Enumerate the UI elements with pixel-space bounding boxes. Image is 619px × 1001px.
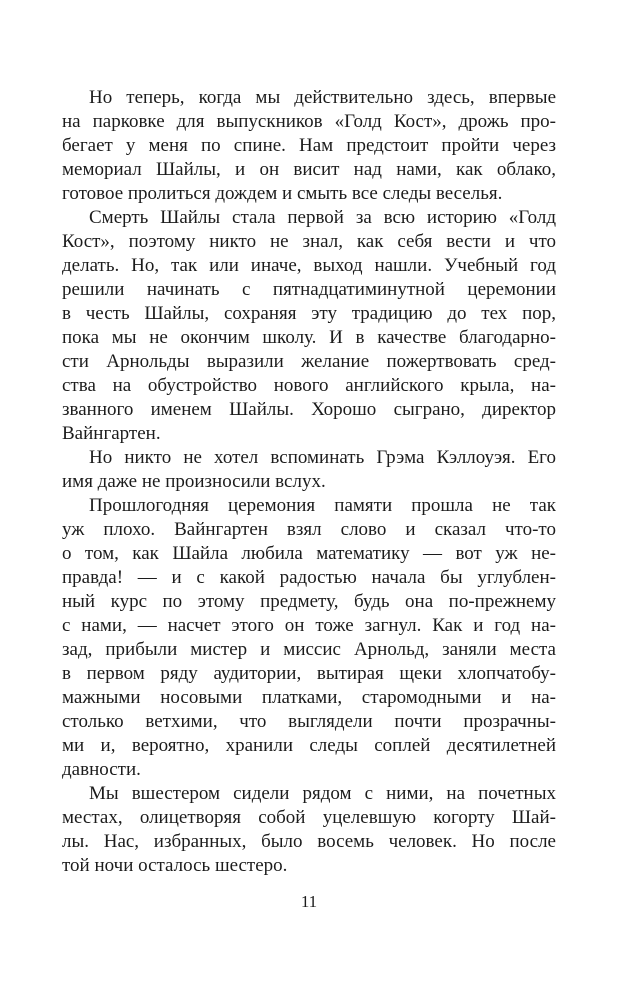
- text-line: званного именем Шайлы. Хорошо сыграно, директор: [62, 399, 556, 420]
- text-line: сти Арнольды выразили желание пожертвовать сред-: [62, 351, 556, 372]
- text-line: уж плохо. Вайнгартен взял слово и сказал что-то: [62, 519, 556, 540]
- text-line: в честь Шайлы, сохраняя эту традицию до тех пор,: [62, 303, 556, 324]
- text-line: Но теперь, когда мы действительно здесь, впервые: [89, 87, 556, 108]
- page-number: 11: [300, 892, 318, 911]
- text-line: решили начинать с пятнадцатиминутной церемонии: [62, 279, 556, 300]
- text-line: мажными носовыми платками, старомодными и на-: [62, 687, 556, 708]
- text-line: правда! — и с какой радостью начала бы углублен-: [62, 567, 556, 588]
- text-line: имя даже не произносили вслух.: [62, 471, 326, 492]
- body-text: [62, 86, 556, 878]
- text-line: готовое пролиться дождем и смыть все следы веселья.: [62, 183, 503, 204]
- text-line: Но никто не хотел вспоминать Грэма Кэллоуэя. Его: [89, 447, 556, 468]
- text-line: пока мы не окончим школу. И в качестве благодарно-: [62, 327, 556, 348]
- text-line: лы. Нас, избранных, было восемь человек. Но после: [62, 831, 556, 852]
- text-line: Мы вшестером сидели рядом с ними, на почетных: [89, 783, 556, 804]
- text-line: столько ветхими, что выглядели почти прозрачны-: [62, 711, 556, 732]
- text-line: зад, прибыли мистер и миссис Арнольд, заняли места: [62, 639, 556, 660]
- text-line: делать. Но, так или иначе, выход нашли. Учебный год: [62, 255, 556, 276]
- text-line: с нами, — насчет этого он тоже загнул. Как и год на-: [62, 615, 556, 636]
- text-line: Вайнгартен.: [62, 423, 161, 444]
- text-line: о том, как Шайла любила математику — вот уж не-: [62, 543, 556, 564]
- text-line: мемориал Шайлы, и он висит над нами, как облако,: [62, 159, 556, 180]
- text-line: той ночи осталось шестеро.: [62, 855, 288, 876]
- paragraph: [62, 86, 556, 206]
- text-line: Прошлогодняя церемония памяти прошла не так: [89, 495, 556, 516]
- paragraph: [62, 206, 556, 446]
- text-line: Смерть Шайлы стала первой за всю историю «Голд: [89, 207, 556, 228]
- paragraph: [62, 494, 556, 782]
- paragraph: [62, 782, 556, 878]
- paragraph: [62, 446, 556, 494]
- text-line: Кост», поэтому никто не знал, как себя вести и что: [62, 231, 556, 252]
- text-line: ства на обустройство нового английского крыла, на-: [62, 375, 556, 396]
- text-line: ми и, вероятно, хранили следы соплей десятилетней: [62, 735, 556, 756]
- text-line: на парковке для выпускников «Голд Кост», дрожь про-: [62, 111, 556, 132]
- text-line: ный курс по этому предмету, будь она по-прежнему: [62, 591, 556, 612]
- text-line: местах, олицетворяя собой уцелевшую когорту Шай-: [62, 807, 556, 828]
- text-line: бегает у меня по спине. Нам предстоит пройти через: [62, 135, 556, 156]
- text-line: давности.: [62, 759, 141, 780]
- text-line: в первом ряду аудитории, вытирая щеки хлопчатобу-: [62, 663, 556, 684]
